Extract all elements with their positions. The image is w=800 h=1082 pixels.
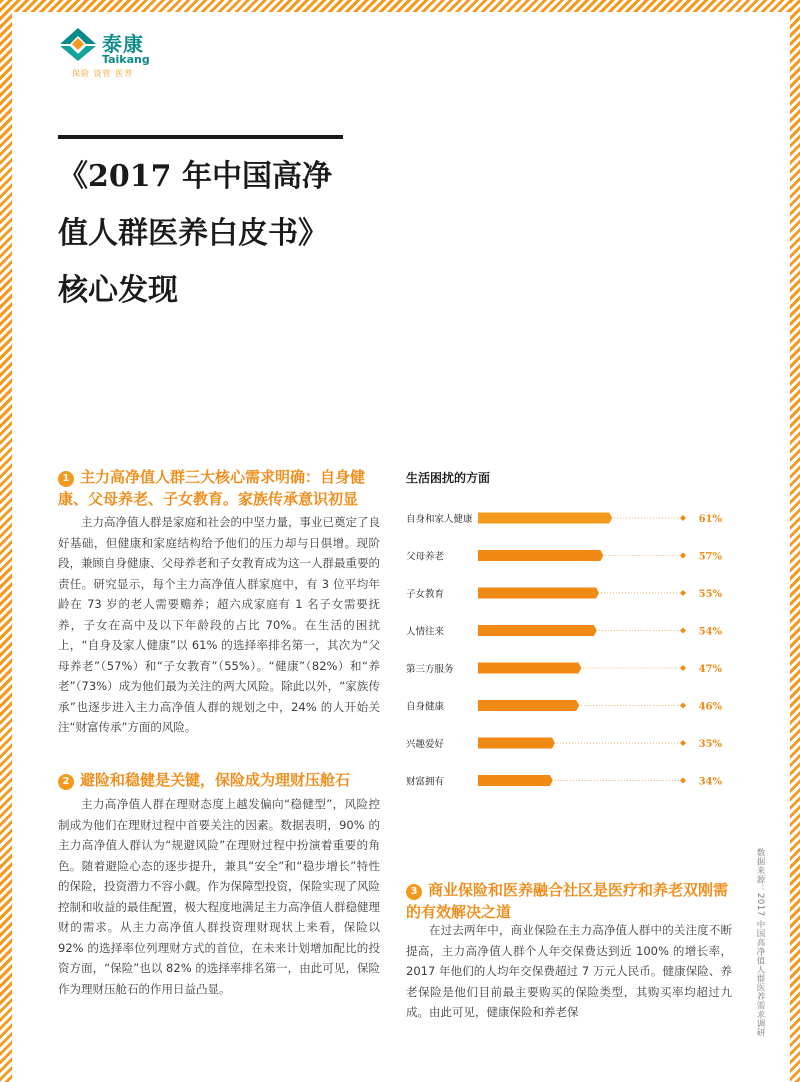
section2-number: 2: [58, 774, 74, 790]
chart-category-label: 人情往来: [406, 626, 445, 638]
border-top-stripes: [0, 0, 800, 12]
border-left-stripes: [0, 0, 12, 1082]
chart-bar: [478, 775, 553, 786]
logo-subtitle: 保险 资管 医养: [72, 69, 134, 78]
logo-name-cn: 泰康: [102, 32, 144, 56]
chart-marker-icon: [680, 628, 686, 634]
chart-marker-icon: [680, 553, 686, 559]
life-concerns-bar-chart: [400, 500, 730, 810]
chart-title: 生活困扰的方面: [406, 471, 491, 485]
chart-category-label: 第三方服务: [406, 664, 454, 675]
chart-marker-icon: [680, 740, 686, 746]
section2-heading: [58, 769, 380, 791]
section3-body: 在过去两年中，商业保险在主力高净值人群中的关注度不断提高，主力高净值人群个人年交保费达到近 100% 的增长率，2017 年他们的人均年交保费超过 7 万元人民币。健康保险、养老保险是他们目前最主要购买的保险类型，其购买率均超过九成。由此可见，健康保险和养老保: [406, 923, 732, 1019]
chart-marker-icon: [680, 515, 686, 521]
chart-category-label: 子女教育: [406, 589, 445, 600]
section2-body: 主力高净值人群在理财态度上越发偏向“稳健型”，风险控制成为他们在理财过程中首要关注的因素。数据表明，90% 的主力高净值人群认为“规避风险”在理财过程中扮演着重要的角色。随着避险心态的逐步提升，兼具“安全”和“稳步增长”特性的保险，投资潜力不容小觑。作为保障型投资，保险实现了风险控制和收益的最佳配置，极大程度地满足主力高净值人群稳健理财的需求。从主力高净值人群投资理财现状上来看，保险以 92% 的选择率位列理财方式的首位，在未来计划增加配比的投资方面，“保险”也以 82% 的选择率排名第一，由此可见，保险作为理财压舱石的作用日益凸显。: [58, 797, 380, 996]
chart-value-label: 61%: [698, 514, 722, 525]
section1-heading-text: 主力高净值人群三大核心需求明确：自身健康、父母养老、子女教育。家族传承意识初显: [58, 468, 366, 508]
section2-heading-text: 避险和稳健是关键，保险成为理财压舱石: [80, 771, 351, 789]
title-line-2: 值人群医养白皮书》: [58, 216, 328, 251]
side-source-text: 数据来源：2017 中国高净值人群医养需求调研: [755, 848, 765, 1037]
logo-mark-icon: [58, 26, 98, 62]
chart-category-label: 财富拥有: [406, 776, 445, 788]
chart-category-label: 父母养老: [406, 551, 445, 563]
chart-marker-icon: [680, 590, 686, 596]
logo-name-en: Taikang: [102, 53, 150, 66]
chart-bar: [478, 738, 555, 749]
title-line-3: 核心发现: [58, 273, 178, 308]
chart-bar: [478, 588, 599, 599]
border-right-stripes: [790, 0, 800, 1082]
chart-marker-icon: [680, 703, 686, 709]
chart-category-label: 兴趣爱好: [406, 739, 445, 750]
chart-marker-icon: [680, 665, 686, 671]
section3-number: 3: [406, 884, 422, 900]
chart-bar: [478, 700, 579, 711]
section3-heading-text: 商业保险和医养融合社区是医疗和养老双刚需的有效解决之道: [406, 881, 729, 921]
title-rule: [58, 135, 343, 139]
page-title: [58, 148, 378, 319]
section1-heading: [58, 466, 380, 510]
chart-value-label: 46%: [698, 701, 722, 713]
chart-bar: [478, 550, 603, 561]
chart-value-label: 54%: [698, 626, 722, 638]
chart-value-label: 55%: [698, 589, 722, 600]
chart-bar: [478, 625, 597, 636]
chart-category-label: 自身健康: [406, 701, 445, 713]
chart-value-label: 57%: [698, 551, 722, 563]
section3-heading: [406, 879, 736, 923]
chart-category-label: 自身和家人健康: [406, 514, 473, 525]
chart-value-label: 47%: [698, 664, 722, 675]
chart-value-label: 35%: [698, 739, 722, 750]
chart-value-label: 34%: [698, 776, 722, 788]
chart-bar: [478, 513, 612, 524]
chart-bar: [478, 663, 581, 674]
taikang-logo: [58, 26, 168, 86]
section1-number: 1: [58, 471, 74, 487]
section1-body: 主力高净值人群是家庭和社会的中坚力量，事业已奠定了良好基础，但健康和家庭结构给予他们的压力却与日俱增。现阶段，兼顾自身健康、父母养老和子女教育成为这一人群最重要的责任。研究显示，每个主力高净值人群家庭中，有 3 位平均年龄在 73 岁的老人需要赡养；超六成家庭有 1 名子女需要抚养，子女在高中及以下年龄段的占比 70%。在生活的困扰上，“自身及家人健康”以 61% 的选择率排名第一，其次为“父母养老”（57%）和“子女教育”（55%）。“健康”（82%）和“养老”（73%）成为他们最为关注的两大风险。除此以外，“家族传承”也逐步进入主力高净值人群的规划之中，24% 的人开始关注“财富传承”方面的风险。: [58, 515, 380, 734]
title-line-1: 《2017 年中国高净: [58, 159, 332, 194]
chart-marker-icon: [680, 778, 686, 784]
